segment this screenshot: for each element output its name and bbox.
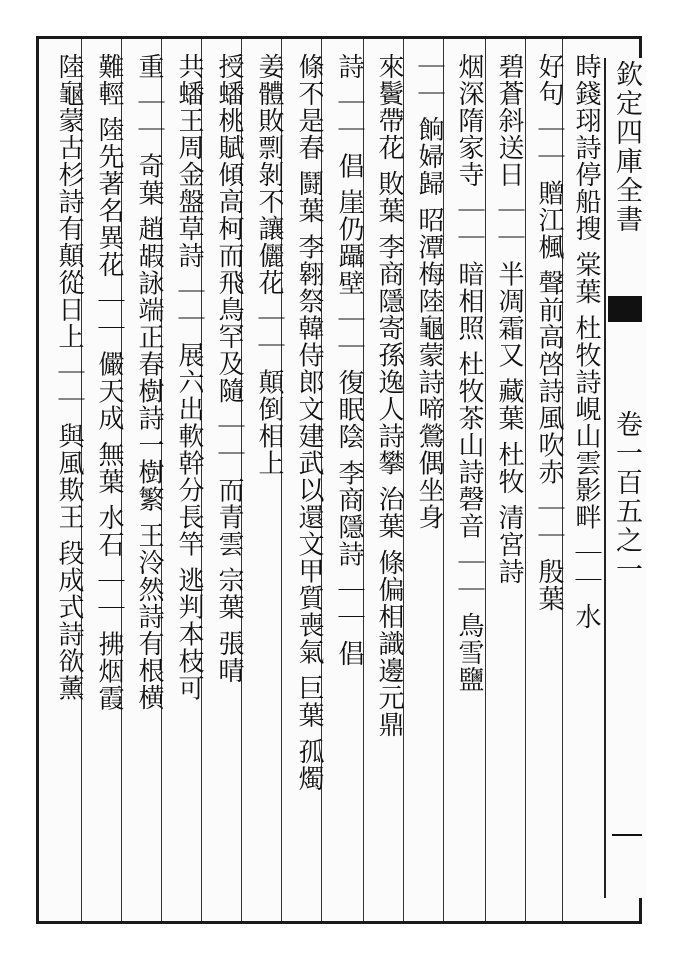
page-frame <box>36 36 642 924</box>
fish-tail-mark <box>608 296 642 322</box>
book-title: 欽定四庫全書 <box>611 60 642 234</box>
text-column: 難輕 陸先著名異花 ｜｜ 儼天成 無葉 水石 ｜｜ 拂烟霞 <box>94 53 124 712</box>
volume-label: 卷一百五之一 <box>611 410 642 584</box>
text-column: 條不是春 鬪葉 李翱祭韓侍郎文建武以還文甲質喪氣 巨葉 孤燭 <box>294 53 324 793</box>
text-column: 重 ｜｜ 奇葉 趙嘏詠端正春樹詩一樹繁 王泠然詩有根横 <box>134 53 164 712</box>
divider-mark <box>612 834 642 836</box>
text-column: 共蟠王周金盤草詩 ｜｜ 展六出軟幹分長竿 逃判本枝可 <box>174 53 204 702</box>
text-column: 時錢珝詩停船搜 棠葉 杜牧詩峴山雲影畔 ｜｜ 水 <box>571 53 601 631</box>
text-column: 授蟠桃賦傾高柯而飛鳥罕及隨 ｜｜ 而青雲 宗葉 張晴 <box>214 53 244 685</box>
text-column: 陸龜蒙古杉詩有顛從日上 ｜｜ 與風欺王 段成式詩欲薰 <box>54 53 84 702</box>
text-column: 姜體敗剽剝不讓儷花 ｜｜ 顛倒相上 <box>254 53 284 477</box>
text-column: 烟深隋家寺 ｜｜ 暗相照 杜牧茶山詩磬音 ｜｜ 鳥雪鹽 <box>454 53 484 694</box>
text-column: 碧蒼斜送日 ｜｜ 半凋霜又 藏葉 杜牧 清宮詩 <box>494 53 524 586</box>
header-column <box>604 58 646 898</box>
text-column: 好句 ｜｜ 贈江楓 聲前高啓詩風吹赤 ｜｜ 殷葉 <box>534 53 564 613</box>
text-column: 來鬢帶花 敗葉 李商隱寄孫逸人詩攀 治葉 條偏相識邊元鼎 <box>374 53 404 739</box>
text-column: 詩 ｜｜ 倡 崖仍躡壁 ｜｜ 復眠陰 李商隱詩 ｜｜ 倡 <box>334 53 364 668</box>
text-column: ｜｜ 餉婦歸 昭潭梅陸龜蒙詩啼鶯偶坐身 <box>414 53 444 531</box>
